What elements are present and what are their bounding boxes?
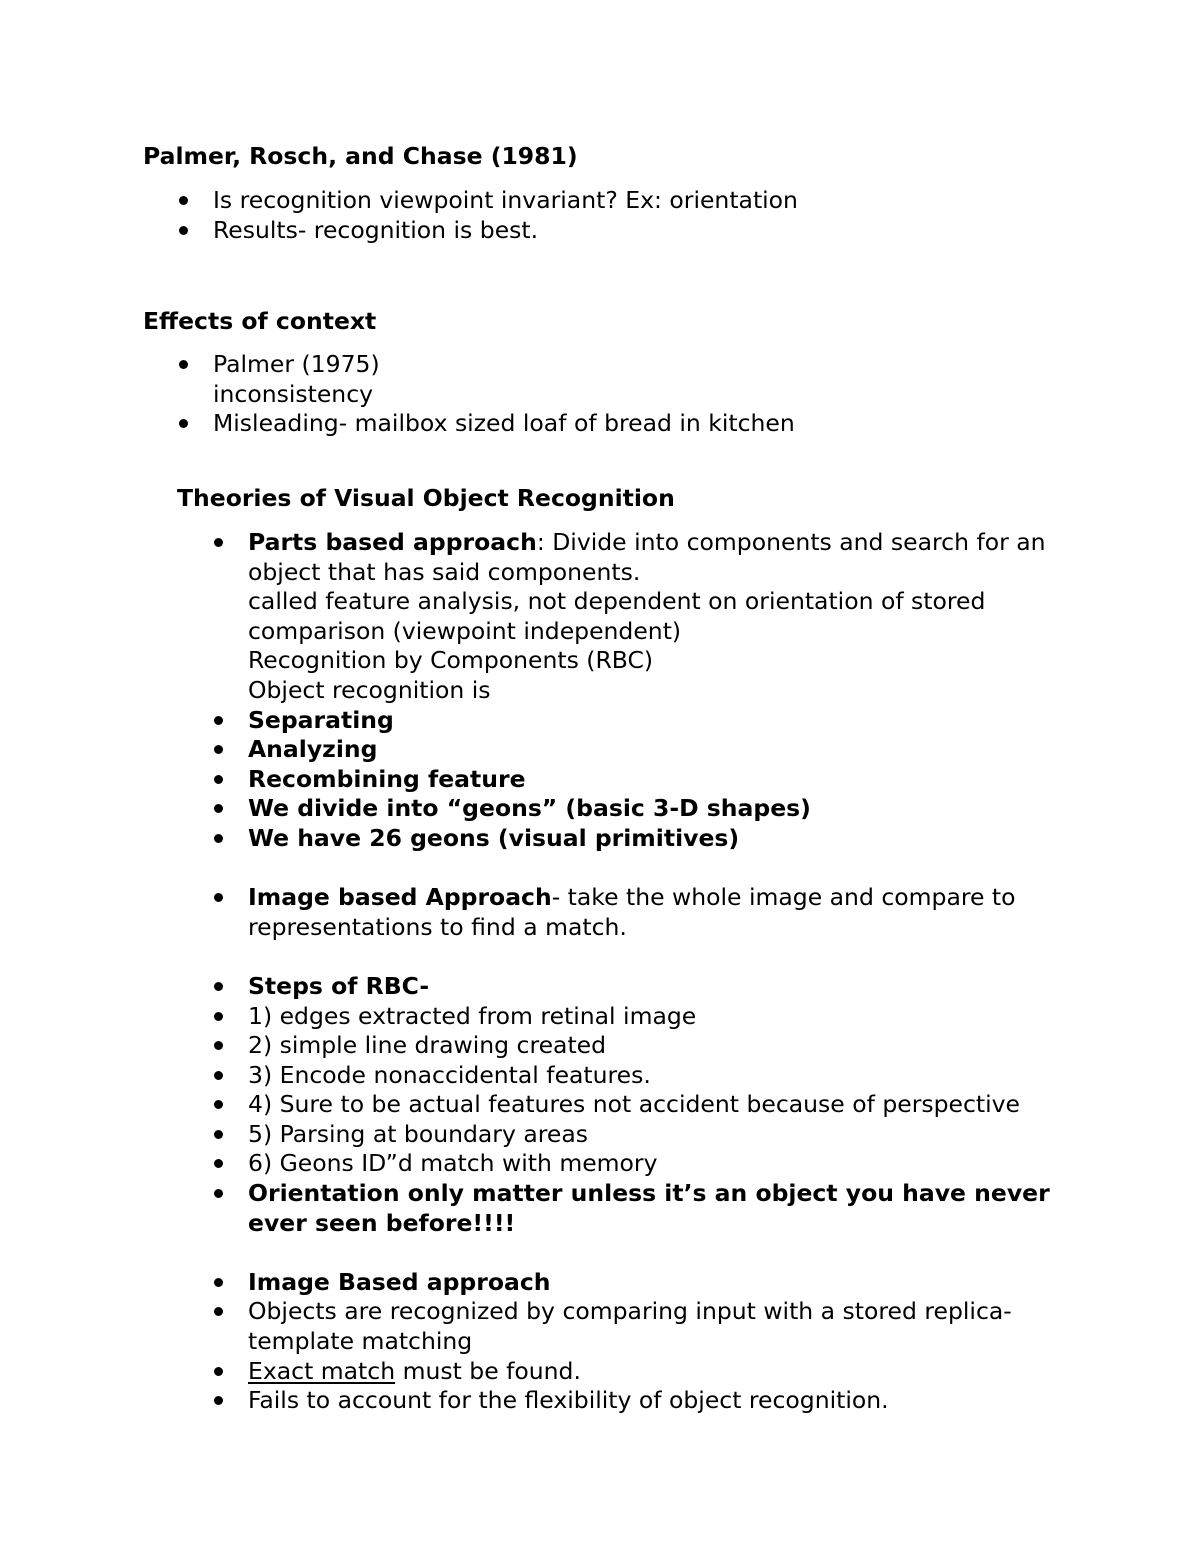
list-item: Misleading- mailbox sized loaf of bread in kitchen: [213, 409, 795, 438]
list-item-text: Object recognition is: [248, 675, 491, 704]
list-item: Results- recognition is best.: [213, 216, 798, 246]
list-item: [248, 1357, 1050, 1387]
list-item-text: must be found.: [395, 1356, 581, 1385]
section-heading-palmer-rosch-chase: Palmer, Rosch, and Chase (1981): [143, 142, 578, 170]
list-item: Recombining feature: [248, 765, 1050, 795]
term-parts-based-approach: Parts based approach: [248, 528, 537, 556]
list-item: We divide into “geons” (basic 3-D shapes): [248, 794, 1050, 824]
bullet-list-theories: [248, 528, 1050, 1416]
list-item: Is recognition viewpoint invariant? Ex: orientation: [213, 186, 798, 214]
list-item: 5) Parsing at boundary areas: [248, 1120, 1050, 1150]
list-item-text: comparison (viewpoint independent): [248, 616, 682, 645]
list-item: 4) Sure to be actual features not accident because of perspective: [248, 1090, 1050, 1120]
list-item: Analyzing: [248, 735, 1050, 765]
blank-line: [248, 942, 1050, 972]
blank-line: [248, 854, 1050, 884]
list-item-parts-based: [248, 528, 1050, 706]
list-item-image-based: [248, 883, 1050, 942]
list-item: 6) Geons ID”d match with memory: [248, 1149, 1050, 1179]
list-item-text: template matching: [248, 1327, 473, 1356]
list-item-text: object that has said components.: [248, 557, 641, 586]
list-item-text: Objects are recognized by comparing input with a stored replica-: [248, 1297, 1012, 1326]
list-item-text: inconsistency: [213, 379, 374, 408]
term-image-based-approach: Image based Approach: [248, 883, 552, 912]
section-heading-effects-of-context: Effects of context: [143, 307, 377, 335]
list-item-text: Orientation only matter unless it’s an object you have never: [248, 1179, 1050, 1208]
list-item-steps-heading: Steps of RBC-: [248, 972, 1050, 1002]
blank-line: [248, 1238, 1050, 1268]
list-item-text: called feature analysis, not dependent on orientation of stored: [248, 587, 986, 616]
list-item: 1) edges extracted from retinal image: [248, 1002, 1050, 1032]
list-item-text: Palmer (1975): [213, 350, 380, 378]
list-item-text: representations to find a match.: [248, 912, 627, 941]
list-item: Fails to account for the flexibility of object recognition.: [248, 1386, 1050, 1416]
bullet-list-section1: [213, 186, 798, 245]
list-item: We have 26 geons (visual primitives): [248, 824, 1050, 854]
list-item-orientation: [248, 1179, 1050, 1238]
list-item-text: : Divide into components and search for an: [536, 528, 1046, 556]
list-item: 2) simple line drawing created: [248, 1031, 1050, 1061]
list-item: [248, 1297, 1050, 1356]
list-item-image-based-heading: Image Based approach: [248, 1268, 1050, 1298]
list-item-text: Recognition by Components (RBC): [248, 646, 654, 675]
underlined-term-exact-match: Exact match: [248, 1356, 396, 1385]
bullet-list-section2: [213, 350, 795, 439]
section-heading-theories: Theories of Visual Object Recognition: [177, 484, 675, 512]
list-item: Separating: [248, 706, 1050, 736]
list-item-text: ever seen before!!!!: [248, 1208, 516, 1237]
list-item-text: - take the whole image and compare to: [551, 883, 1016, 912]
list-item: 3) Encode nonaccidental features.: [248, 1061, 1050, 1091]
list-item: [213, 350, 795, 409]
